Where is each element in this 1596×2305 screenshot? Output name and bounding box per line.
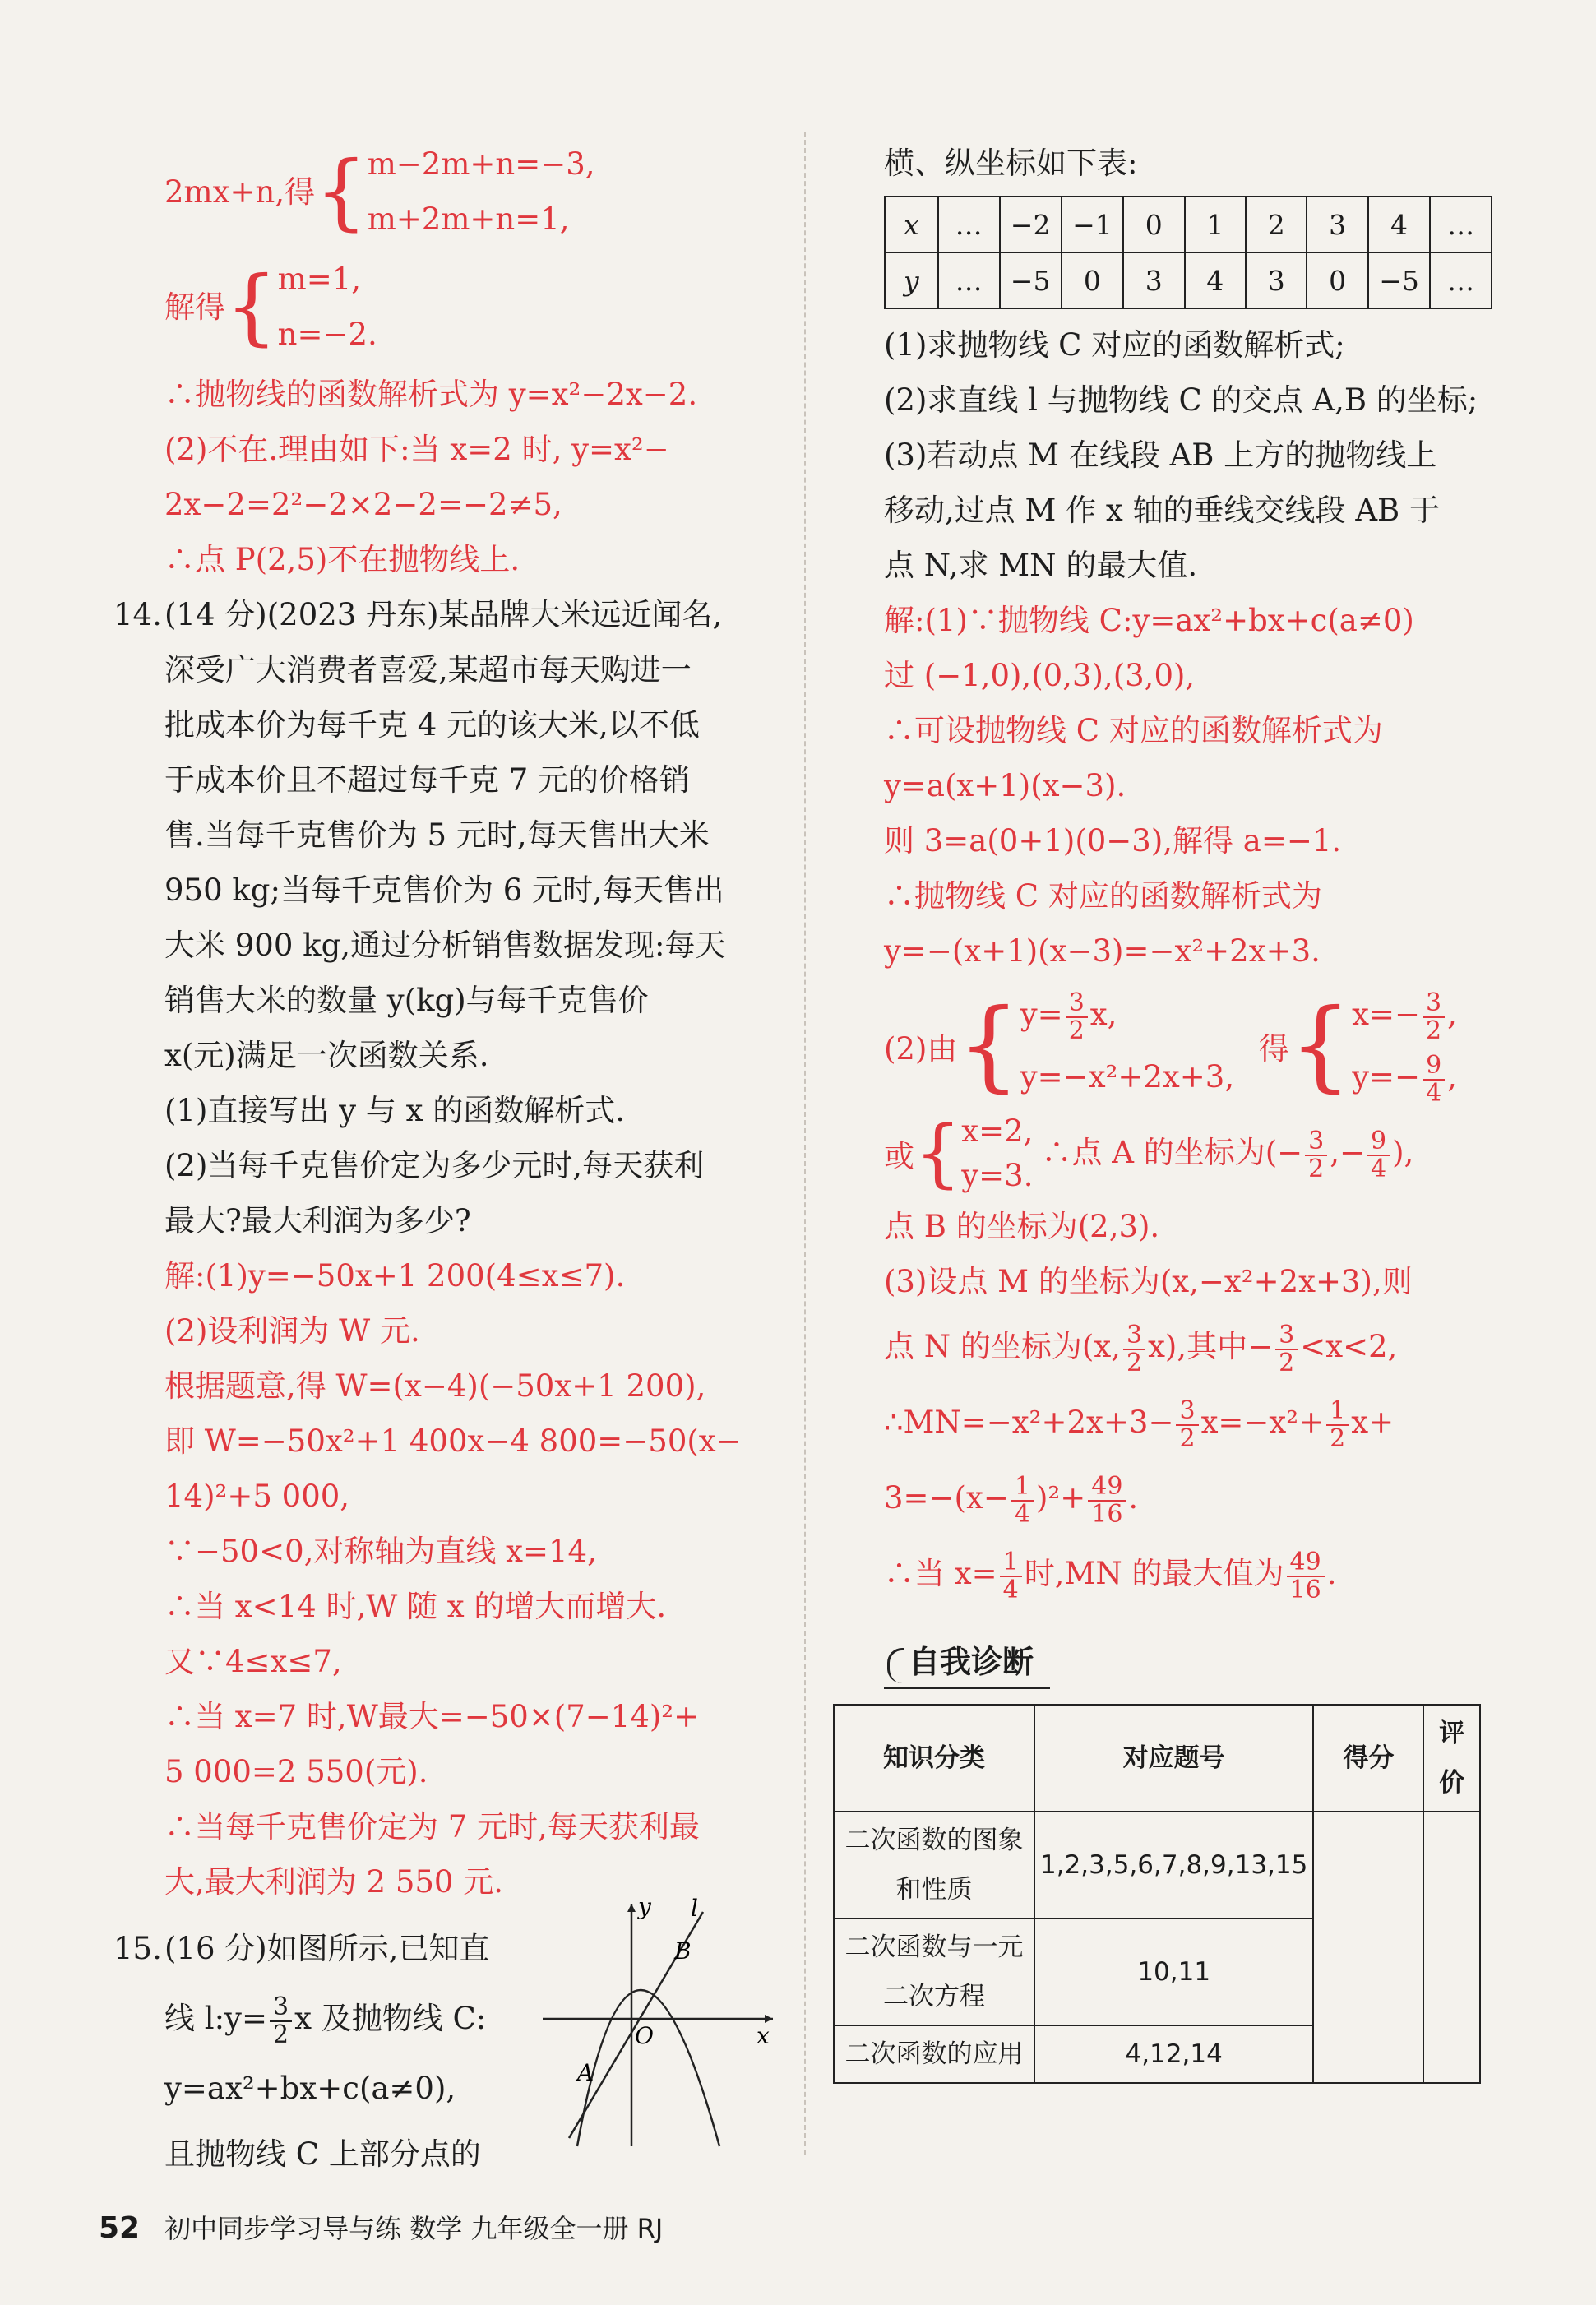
- evaluation-cell[interactable]: [1423, 1812, 1480, 2083]
- system-solution-1: [164, 252, 773, 362]
- point-a-text: ,−: [1330, 1135, 1366, 1171]
- fraction-denominator: 4: [1426, 1078, 1442, 1108]
- table-cell: −2: [1000, 197, 1062, 252]
- question-text: 大米 900 kg,通过分析销售数据发现:每天: [164, 928, 726, 963]
- question-text: (1)求抛物线 C 对应的函数解析式;: [884, 327, 1345, 363]
- column-divider: [804, 132, 806, 2155]
- answer-line: 解:(1)y=−50x+1 200(4≤x≤7).: [164, 1258, 626, 1294]
- fraction-numerator: 3: [1305, 1128, 1327, 1156]
- table-cell: 3: [1246, 252, 1307, 308]
- table-cell: …: [938, 197, 1000, 252]
- answer-line: (3)设点 M 的坐标为(x,−x²+2x+3),则: [884, 1264, 1413, 1299]
- answer-line: [884, 1309, 1492, 1385]
- system-equations-1: [164, 137, 773, 247]
- point-a-label: A: [577, 2059, 594, 2086]
- fraction-numerator: 1: [1326, 1398, 1349, 1426]
- table-cell: …: [1430, 197, 1492, 252]
- fraction-denominator: 4: [1014, 1499, 1030, 1529]
- question-text: 批成本价为每千克 4 元的该大米,以不低: [164, 707, 700, 743]
- fraction: [1423, 990, 1445, 1044]
- left-column: [113, 132, 773, 2187]
- parabola-curve: [577, 1990, 719, 2146]
- question-text: 深受广大消费者喜爱,某超市每天购进一: [164, 652, 692, 687]
- equation-line: x=2,: [961, 1113, 1034, 1149]
- question-text: 线 l:y=: [164, 2001, 267, 2036]
- question-text: 移动,过点 M 作 x 轴的垂线交线段 AB 于: [884, 493, 1440, 528]
- y-axis-arrow: [627, 1904, 636, 1912]
- answer-line: 14)²+5 000,: [164, 1479, 350, 1514]
- answer-line: ∴当每千克售价定为 7 元时,每天获利最: [164, 1809, 700, 1844]
- text-part: .: [1128, 1480, 1139, 1516]
- fraction: [1287, 1549, 1325, 1604]
- question-text: (2)当每千克售价定为多少元时,每天获利: [164, 1148, 705, 1183]
- fraction: [1367, 1128, 1390, 1183]
- table-cell: 2: [1246, 197, 1307, 252]
- page-footer: [99, 2208, 663, 2246]
- text-part: ∴当 x=: [884, 1556, 997, 1591]
- xy-values-table: [884, 196, 1492, 309]
- answer-line: ∴点 P(2,5)不在抛物线上.: [164, 542, 520, 577]
- table-cell: 二次函数的图象和性质: [834, 1812, 1034, 1919]
- equation-line: y=3.: [961, 1158, 1034, 1193]
- fraction-numerator: 3: [1066, 990, 1088, 1018]
- system-equations-2: [884, 984, 1492, 1109]
- page-number: 52: [99, 2211, 141, 2245]
- table-cell: −5: [1000, 252, 1062, 308]
- answer-line: (2)设利润为 W 元.: [164, 1313, 420, 1349]
- point-a-text: ∴点 A 的坐标为(−: [1041, 1135, 1303, 1171]
- text-part: )²+: [1035, 1480, 1086, 1516]
- equation-part: ,: [1447, 1059, 1457, 1095]
- fraction-numerator: 3: [1423, 990, 1445, 1018]
- fraction: [270, 1994, 292, 2048]
- question-text: 点 N,求 MN 的最大值.: [884, 548, 1198, 583]
- table-cell: 0: [1307, 252, 1367, 308]
- answer-line: 解:(1)∵抛物线 C:y=ax²+bx+c(a≠0): [884, 603, 1414, 638]
- fraction-numerator: 1: [1000, 1549, 1022, 1577]
- fraction-numerator: 3: [1275, 1322, 1298, 1350]
- table-cell: 0: [1062, 252, 1123, 308]
- question-text: 950 kg;当每千克售价为 6 元时,每天售出: [164, 872, 724, 908]
- point-b-label: B: [674, 1937, 692, 1965]
- fraction-numerator: 49: [1088, 1474, 1126, 1502]
- question-text: y=ax²+bx+c(a≠0),: [164, 2071, 456, 2106]
- system-prefix: (2)由: [884, 1031, 958, 1067]
- answer-line: 5 000=2 550(元).: [164, 1754, 428, 1789]
- question-text: 且抛物线 C 上部分点的: [164, 2136, 481, 2172]
- fraction-denominator: 2: [1179, 1423, 1196, 1453]
- question-text: 于成本价且不超过每千克 7 元的价格销: [164, 762, 691, 798]
- answer-line: [884, 1460, 1492, 1536]
- table-cell: y: [885, 252, 938, 308]
- equation-part: x=−: [1352, 997, 1421, 1032]
- answer-line: 过 (−1,0),(0,3),(3,0),: [884, 658, 1196, 693]
- fraction: [1088, 1471, 1126, 1529]
- fraction: [1066, 990, 1088, 1044]
- answer-line: 点 B 的坐标为(2,3).: [884, 1209, 1160, 1244]
- score-cell[interactable]: [1313, 1812, 1423, 2083]
- table-header: 知识分类: [834, 1705, 1034, 1812]
- text-part: .: [1326, 1556, 1337, 1591]
- y-axis-label: y: [638, 1893, 651, 1920]
- fraction: [1326, 1395, 1349, 1453]
- question-14: 14.(14 分)(2023 丹东)某品牌大米远近闻名, 深受广大消费者喜爱,某超市每天购进一 批成本价为每千克 4 元的该大米,以不低 于成本价且不超过每千克 7 元的价格销 售.当每千克售价为 5 元时,每天售出大米 950 kg;当每千克售价为 6 元时,每天售出 大米 900 kg,通过分析销售数据发现:每天 销售大米的数量 y(kg)与每千克售价 x(元)满足一次函数关系. (1)直接写出 y 与 x 的函数解析式. (2)当每千克售价定为多少元时,每天获利 最大?最大利润为多少? 解:(1)y=−50x+1 200(4≤x≤7). (2)设利润为 W 元. 根据题意,得 W=(x−4)(−50x+1 200), 即 W=−50x²+1 400x−4 800=−50(x− 14)²+5 000, ∵−50<0,对称轴为直线 x=14, ∴当 x<14 时,W 随 x 的增大而增大. 又∵4≤x≤7, ∴当 x=7 时,W最大=−50×(7−14)²+ 5 000=2 550(元). ∴当每千克售价定为 7 元时,每天获利最 大,最大利润为 2 550 元.: [164, 587, 773, 1909]
- fraction-denominator: 2: [1308, 1154, 1325, 1183]
- fraction-denominator: 16: [1091, 1499, 1123, 1529]
- table-header: 得分: [1313, 1705, 1423, 1812]
- x-axis-label: x: [756, 2022, 770, 2049]
- system-prefix: 或: [884, 1139, 914, 1174]
- origin-label: O: [635, 2022, 654, 2049]
- text-part: 点 N 的坐标为(x,: [884, 1329, 1121, 1364]
- table-cell: −5: [1368, 252, 1430, 308]
- brace: {: [914, 1110, 962, 1196]
- answer-line: [884, 1536, 1492, 1612]
- question-text: 最大?最大利润为多少?: [164, 1203, 471, 1238]
- table-header: 对应题号: [1034, 1705, 1313, 1812]
- question-text: x(元)满足一次函数关系.: [164, 1038, 489, 1073]
- answer-line: y=−(x+1)(x−3)=−x²+2x+3.: [884, 933, 1321, 969]
- fraction-denominator: 4: [1002, 1575, 1019, 1604]
- fraction-denominator: 2: [1330, 1423, 1346, 1453]
- table-cell: 4,12,14: [1034, 2025, 1313, 2083]
- intro-text: 横、纵坐标如下表:: [884, 146, 1138, 181]
- fraction: [1176, 1395, 1198, 1453]
- fraction-numerator: 9: [1423, 1053, 1445, 1081]
- answer-line: 2x−2=2²−2×2−2=−2≠5,: [164, 487, 562, 522]
- question-text: x 及抛物线 C:: [294, 2001, 487, 2036]
- table-cell: 0: [1123, 197, 1184, 252]
- brace: {: [315, 143, 368, 239]
- table-cell: …: [938, 252, 1000, 308]
- fraction: [1423, 1050, 1445, 1108]
- fraction-numerator: 3: [270, 1994, 292, 2022]
- question-text: (3)若动点 M 在线段 AB 上方的抛物线上: [884, 437, 1437, 473]
- answer-line: ∴抛物线 C 对应的函数解析式为: [884, 878, 1322, 914]
- question-text: 销售大米的数量 y(kg)与每千克售价: [164, 983, 649, 1018]
- fraction-denominator: 2: [1126, 1348, 1143, 1377]
- fraction-numerator: 9: [1367, 1128, 1390, 1156]
- answer-line: (2)不在.理由如下:当 x=2 时, y=x²−: [164, 432, 669, 467]
- fraction-numerator: 49: [1287, 1549, 1325, 1577]
- question-text: (2)求直线 l 与抛物线 C 的交点 A,B 的坐标;: [884, 382, 1478, 418]
- table-cell: 1,2,3,5,6,7,8,9,13,15: [1034, 1812, 1313, 1919]
- system-alt-solution: [884, 1109, 1492, 1199]
- answer-line: [884, 1385, 1492, 1460]
- brace: {: [225, 258, 278, 354]
- table-cell: 4: [1185, 252, 1246, 308]
- table-cell: x: [885, 197, 938, 252]
- fraction: [1123, 1322, 1145, 1377]
- brace: {: [957, 988, 1020, 1103]
- fraction-numerator: 1: [1011, 1474, 1034, 1502]
- table-cell: …: [1430, 252, 1492, 308]
- self-diagnosis-table: [833, 1704, 1481, 2084]
- system-line: m=1,: [277, 262, 362, 297]
- answer-line: 根据题意,得 W=(x−4)(−50x+1 200),: [164, 1368, 706, 1404]
- parabola-line-figure: [534, 1891, 781, 2155]
- fraction-denominator: 2: [1426, 1016, 1442, 1045]
- question-text: (16 分)如图所示,已知直: [164, 1931, 490, 1966]
- answer-line: 则 3=a(0+1)(0−3),解得 a=−1.: [884, 823, 1342, 859]
- fraction-numerator: 3: [1123, 1322, 1145, 1350]
- line-l-label: l: [691, 1895, 698, 1922]
- equation-part: y=−: [1352, 1059, 1421, 1095]
- system-prefix: 2mx+n,得: [164, 174, 316, 210]
- equation-line: y=−x²+2x+3,: [1020, 1059, 1235, 1095]
- answer-line: 又∵4≤x≤7,: [164, 1644, 342, 1679]
- answer-line: ∴当 x<14 时,W 随 x 的增大而增大.: [164, 1589, 667, 1624]
- fraction: [1305, 1128, 1327, 1183]
- fraction-denominator: 2: [1279, 1348, 1295, 1377]
- table-cell: −1: [1062, 197, 1123, 252]
- table-cell: 4: [1368, 197, 1430, 252]
- equation-part: x,: [1089, 997, 1117, 1032]
- fraction-numerator: 3: [1176, 1398, 1198, 1426]
- system-line: m+2m+n=1,: [367, 201, 570, 237]
- fraction: [1000, 1549, 1022, 1604]
- text-part: ∴MN=−x²+2x+3−: [884, 1405, 1174, 1440]
- table-row: [885, 252, 1492, 308]
- fraction: [1011, 1471, 1034, 1529]
- table-cell: 1: [1185, 197, 1246, 252]
- answer-line: ∴当 x=7 时,W最大=−50×(7−14)²+: [164, 1699, 700, 1734]
- fraction-denominator: 16: [1289, 1575, 1321, 1604]
- text-part: 时,MN 的最大值为: [1024, 1556, 1284, 1591]
- fraction-denominator: 2: [272, 2020, 289, 2049]
- fraction: [1275, 1322, 1298, 1377]
- table-cell: 10,11: [1034, 1919, 1313, 2025]
- answer-line: 大,最大利润为 2 550 元.: [164, 1864, 503, 1900]
- right-column: [844, 136, 1492, 2084]
- text-part: x+: [1351, 1405, 1395, 1440]
- answer-line: 即 W=−50x²+1 400x−4 800=−50(x−: [164, 1423, 742, 1459]
- answer-line: ∴抛物线的函数解析式为 y=x²−2x−2.: [164, 377, 698, 412]
- table-row: [885, 197, 1492, 252]
- text-part: x=−x²+: [1200, 1405, 1325, 1440]
- question-text: (1)直接写出 y 与 x 的函数解析式.: [164, 1093, 625, 1128]
- fraction-denominator: 4: [1371, 1154, 1387, 1183]
- text-part: x),其中−: [1148, 1329, 1274, 1364]
- answer-line: ∵−50<0,对称轴为直线 x=14,: [164, 1534, 597, 1569]
- text-part: 3=−(x−: [884, 1480, 1009, 1516]
- table-cell: 3: [1123, 252, 1184, 308]
- answer-line: y=a(x+1)(x−3).: [884, 768, 1126, 803]
- equation-part: y=: [1020, 997, 1063, 1032]
- brace: {: [1288, 988, 1353, 1103]
- system-line: n=−2.: [277, 317, 377, 352]
- fraction-denominator: 2: [1068, 1016, 1085, 1045]
- point-a-text: ),: [1392, 1135, 1414, 1171]
- system-prefix: 解得: [164, 289, 225, 325]
- table-header-row: [834, 1705, 1480, 1812]
- table-cell: 二次函数与一元二次方程: [834, 1919, 1034, 2025]
- answer-line: ∴可设抛物线 C 对应的函数解析式为: [884, 713, 1383, 748]
- question-text: (14 分)(2023 丹东)某品牌大米远近闻名,: [164, 597, 723, 632]
- equation-part: ,: [1447, 997, 1457, 1032]
- question-15: 15.(16 分)如图所示,已知直 线 l:y= $\frac{3}{2}$ x 及抛物线 C: y=ax²+bx+c(a≠0), 且抛物线 C 上部分点的: [164, 1916, 773, 2187]
- table-header: 评价: [1423, 1705, 1480, 1812]
- self-diagnosis-title: 自我诊断: [884, 1636, 1050, 1689]
- book-title: 初中同步学习导与练 数学 九年级全一册 RJ: [164, 2213, 664, 2244]
- table-row: [834, 1812, 1480, 1919]
- system-mid-word: 得: [1258, 1031, 1289, 1067]
- table-cell: 3: [1307, 197, 1367, 252]
- system-line: m−2m+n=−3,: [367, 146, 595, 182]
- question-text: 售.当每千克售价为 5 元时,每天售出大米: [164, 817, 710, 853]
- table-cell: 二次函数的应用: [834, 2025, 1034, 2083]
- text-part: <x<2,: [1300, 1329, 1398, 1364]
